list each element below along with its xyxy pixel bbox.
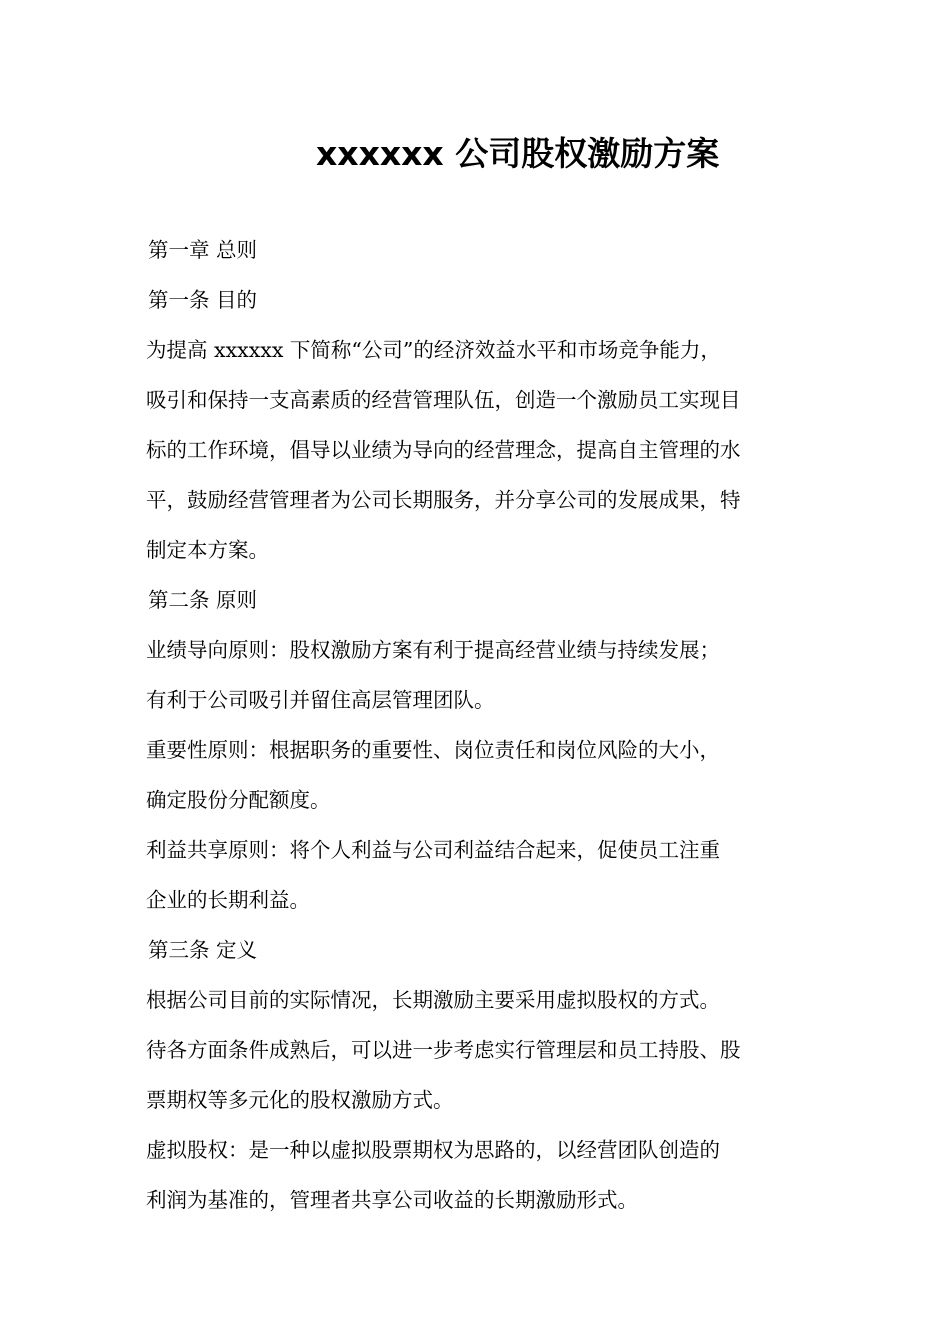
paragraph-line: 利润为基准的，管理者共享公司收益的长期激励形式。 — [146, 1188, 638, 1212]
article-3-heading: 第三条 定义 — [148, 938, 258, 962]
paragraph-line: 企业的长期利益。 — [146, 888, 310, 912]
paragraph-line: 利益共享原则：将个人利益与公司利益结合起来，促使员工注重 — [146, 838, 720, 862]
paragraph-line: 确定股份分配额度。 — [146, 788, 331, 812]
chapter-heading: 第一章 总则 — [148, 238, 258, 262]
document-title: xxxxxx 公司股权激励方案 — [316, 134, 720, 173]
paragraph-line: 有利于公司吸引并留住高层管理团队。 — [146, 688, 495, 712]
paragraph-line: 待各方面条件成熟后，可以进一步考虑实行管理层和员工持股、股 — [146, 1038, 741, 1062]
paragraph-line: 制定本方案。 — [146, 538, 269, 562]
paragraph-line: 票期权等多元化的股权激励方式。 — [146, 1088, 454, 1112]
paragraph-line: 根据公司目前的实际情况，长期激励主要采用虚拟股权的方式。 — [146, 988, 720, 1012]
article-2-heading: 第二条 原则 — [148, 588, 258, 612]
paragraph-line: 标的工作环境，倡导以业绩为导向的经营理念，提高自主管理的水 — [146, 438, 741, 462]
article-1-heading: 第一条 目的 — [148, 288, 258, 312]
paragraph-line: 重要性原则：根据职务的重要性、岗位责任和岗位风险的大小， — [146, 738, 720, 762]
paragraph-line: 虚拟股权：是一种以虚拟股票期权为思路的，以经营团队创造的 — [146, 1138, 720, 1162]
paragraph-line: 平，鼓励经营管理者为公司长期服务，并分享公司的发展成果，特 — [146, 488, 741, 512]
paragraph-line: 吸引和保持一支高素质的经营管理队伍，创造一个激励员工实现目 — [146, 388, 741, 412]
paragraph-line: 业绩导向原则：股权激励方案有利于提高经营业绩与持续发展； — [146, 638, 720, 662]
paragraph-line: 为提高 xxxxxx 下简称“公司”的经济效益水平和市场竞争能力， — [146, 338, 721, 362]
